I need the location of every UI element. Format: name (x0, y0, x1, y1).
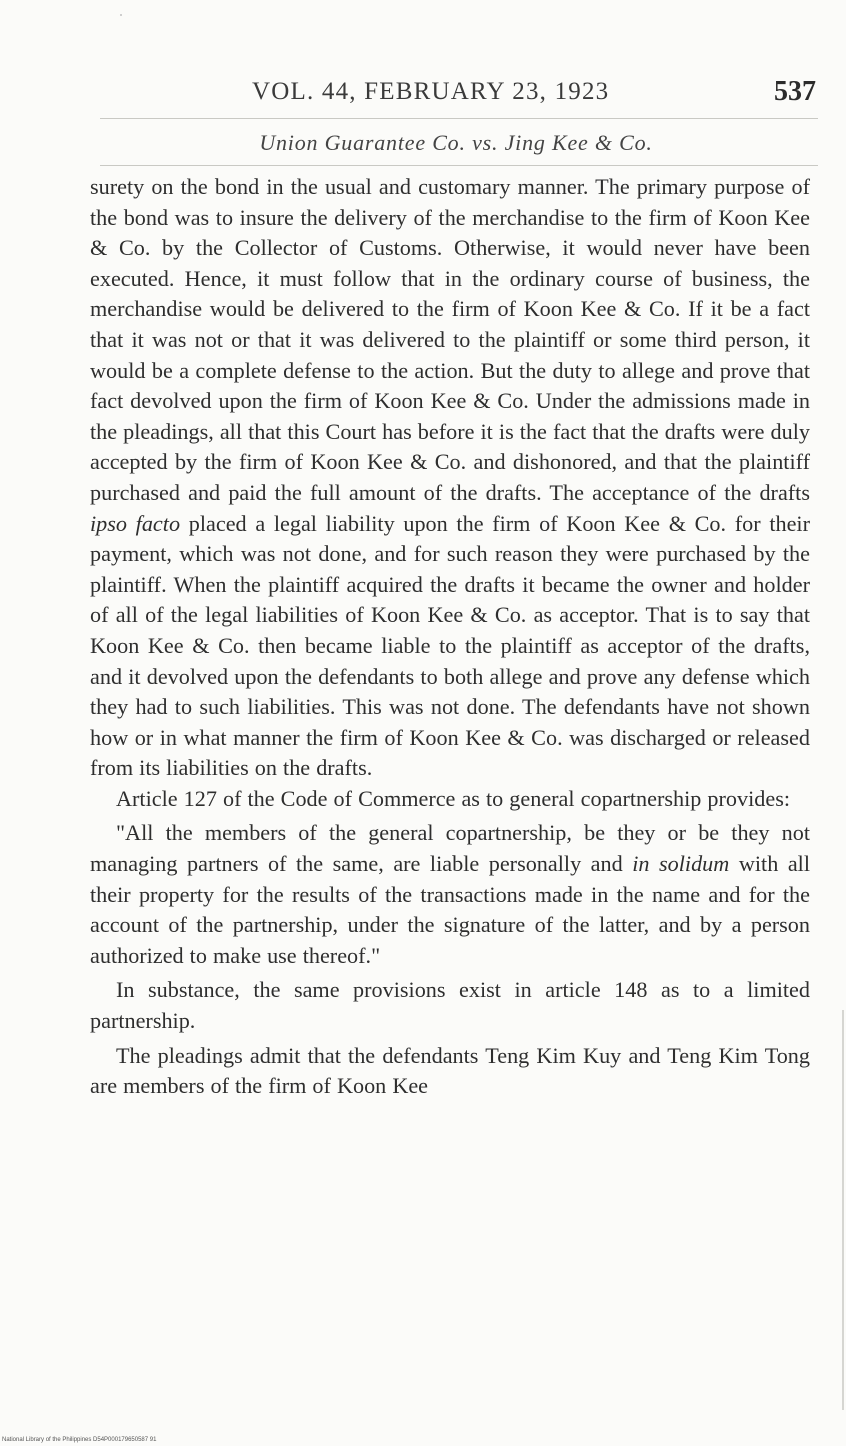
page-edge-mark (842, 1010, 844, 1410)
running-header (90, 78, 822, 112)
library-footer-note: National Library of the Philippines D54P000179650587 91 (2, 1437, 157, 1443)
paragraph-article-127: Article 127 of the Code of Commerce as to general copartnership provides: (116, 785, 790, 811)
volume-date: VOL. 44, FEBRUARY 23, 1923 (252, 78, 610, 105)
header-rule-top (100, 118, 818, 119)
paragraph-surety (90, 172, 810, 784)
page-number: 537 (774, 76, 816, 107)
paragraph-quotation (90, 818, 810, 971)
header-rule-bottom (100, 165, 818, 166)
quotation-start: "All the members of the general copartnership, be they or be they not managing partners of the same, are liable personally and (90, 820, 810, 877)
paragraph-surety-rest: placed a legal liability upon the firm of Koon Kee & Co. for their payment, which was not done, and for such reason they were purchased by the plaintiff. When the plaintiff acquired the drafts it became the owner and holder of all of the legal liabilities of Koon Kee & Co. as acceptor. That is to say that Koon Kee & Co. then became liable to the plaintiff as acceptor of the drafts, and it devolved upon the defendants to both allege and prove any defense which they had to such liabilities. This was not done. The defendants have not shown how or in what manner the firm of Koon Kee & Co. was discharged or released from its liabilities on the drafts. (90, 510, 810, 781)
case-title: Union Guarantee Co. vs. Jing Kee & Co. (259, 130, 653, 155)
paragraph-surety-latin-intro: The acceptance of the drafts (541, 479, 810, 505)
quotation-end: with all their property for the results of the transactions made in the name and for the account of the partnership, under the signature of the latter, and by a person authorized to make use thereof." (90, 851, 810, 968)
latin-in-solidum: in solidum (632, 851, 730, 877)
latin-ipso-facto: ipso facto (90, 510, 181, 536)
body-text (90, 172, 810, 1102)
scan-speck (120, 14, 122, 16)
paragraph-pleadings: The pleadings admit that the defendants Teng Kim Kuy and Teng Kim Tong are members of the firm of Koon Kee (90, 1042, 810, 1099)
paragraph-article-148: In substance, the same provisions exist in article 148 as to a limited partnership. (90, 977, 810, 1034)
paragraph-surety-text: surety on the bond in the usual and customary manner. The primary purpose of the bond was to insure the delivery of the merchandise to the firm of Koon Kee & Co. by the Collector of Customs. Otherwise, it would never have been executed. Hence, it must follow that in the ordinary course of business, the merchandise would be delivered to the firm of Koon Kee & Co. If it be a fact that it was not or that it was delivered to the plaintiff or some third person, it would be a complete defense to the action. But the duty to allege and prove that fact devolved upon the firm of Koon Kee & Co. Under the admissions made in the pleadings, all that this Court has before it is the fact that the drafts were duly accepted by the firm of Koon Kee & Co. and dishonored, and that the plaintiff purchased and paid the full amount of the drafts. (90, 174, 810, 505)
